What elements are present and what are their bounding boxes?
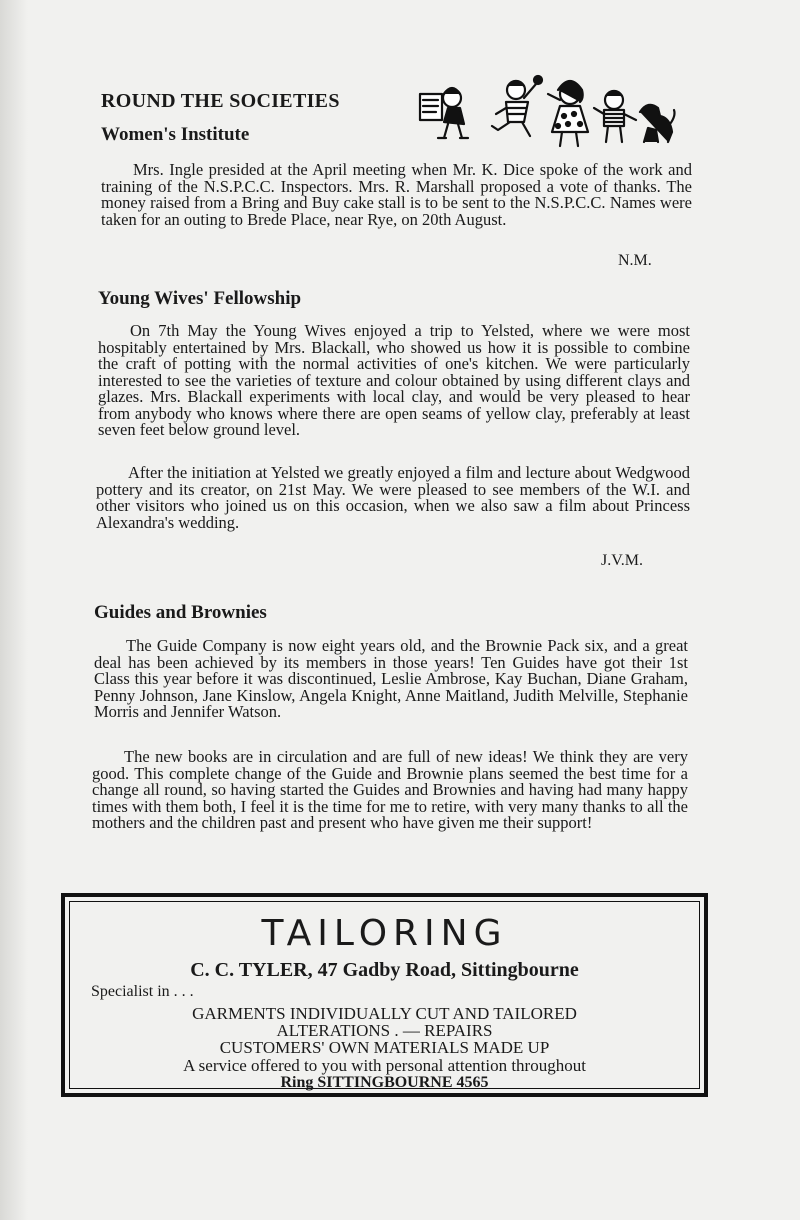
young-wives-para-2: After the initiation at Yelsted we greatly enjoyed a film and lecture about Wedgwood pottery and its creator, on 21st May. We were pleased to see members of the W.I. and other visitors who joined us on this occasion, when we also saw a film about Princess Alexandra's wedding. (96, 463, 690, 532)
advertisement-garments: GARMENTS INDIVIDUALLY CUT AND TAILORED (192, 1004, 577, 1023)
advertisement-alterations: ALTERATIONS . — REPAIRS (276, 1021, 493, 1040)
advertisement-own-materials: CUSTOMERS' OWN MATERIALS MADE UP (219, 1038, 550, 1057)
tailoring-advertisement (61, 893, 708, 1097)
guides-para-2: The new books are in circulation and are full of new ideas! We think they are very good. This complete change of the Guide and Brownie plans seemed the best time for a change all round, so having started the Guides and Brownies and having had many happy times with them both, I feel it is the time for me to retire, with very many thanks to all the mothers and the children past and present who have given me their support! (92, 747, 688, 832)
young-wives-title: Young Wives' Fellowship (98, 288, 302, 309)
guides-brownies-title: Guides and Brownies (94, 602, 267, 623)
advertisement-service: A service offered to you with personal attention throughout (183, 1056, 586, 1075)
advertisement-inner-border (69, 901, 700, 1089)
womens-institute-text: Mrs. Ingle presided at the April meeting when Mr. K. Dice spoke of the work and training of the N.S.P.C.C. Inspectors. Mrs. R. Marshall proposed a vote of thanks. The money raised from a Bring and Buy cake stall is to be sent to the N.S.P.C.C. Names were taken for an outing to Brede Place, near Rye, on 20th August. (101, 160, 692, 229)
section-heading: ROUND THE SOCIETIES (101, 90, 340, 112)
guides-para-1: The Guide Company is now eight years old, and the Brownie Pack six, and a great deal has been achieved by its members in those years! Ten Guides have got their 1st Class this year before it was discontinued, Leslie Ambrose, Kay Buchan, Diane Graham, Penny Johnson, Jane Kinslow, Angela Knight, Anne Maitland, Judith Melville, Stephanie Morris and Jennifer Watson. (94, 636, 688, 721)
advertisement-specialist: Specialist in . . . (91, 983, 194, 1000)
womens-institute-title: Women's Institute (101, 124, 250, 145)
young-wives-para-1: On 7th May the Young Wives enjoyed a trip to Yelsted, where we were most hospitably entertained by Mrs. Blackall, who showed us how it is possible to combine the craft of potting with the normal activities of one's kitchen. We were particularly interested to see the varieties of texture and colour obtained by using different clays and glazes. Mrs. Blackall experiments with local clay, and would be very pleased to hear from anybody who knows where there are open seams of yellow clay, preferably at least seven feet below ground level. (98, 321, 690, 439)
womens-institute-signature: N.M. (618, 252, 652, 269)
advertisement-phone: Ring SITTINGBOURNE 4565 (280, 1074, 489, 1091)
advertisement-title: TAILORING (261, 913, 508, 954)
young-wives-signature: J.V.M. (601, 552, 643, 569)
children-playing-with-dog-illustration (408, 72, 678, 154)
advertisement-business-name: C. C. TYLER, 47 Gadby Road, Sittingbourne (190, 959, 579, 981)
